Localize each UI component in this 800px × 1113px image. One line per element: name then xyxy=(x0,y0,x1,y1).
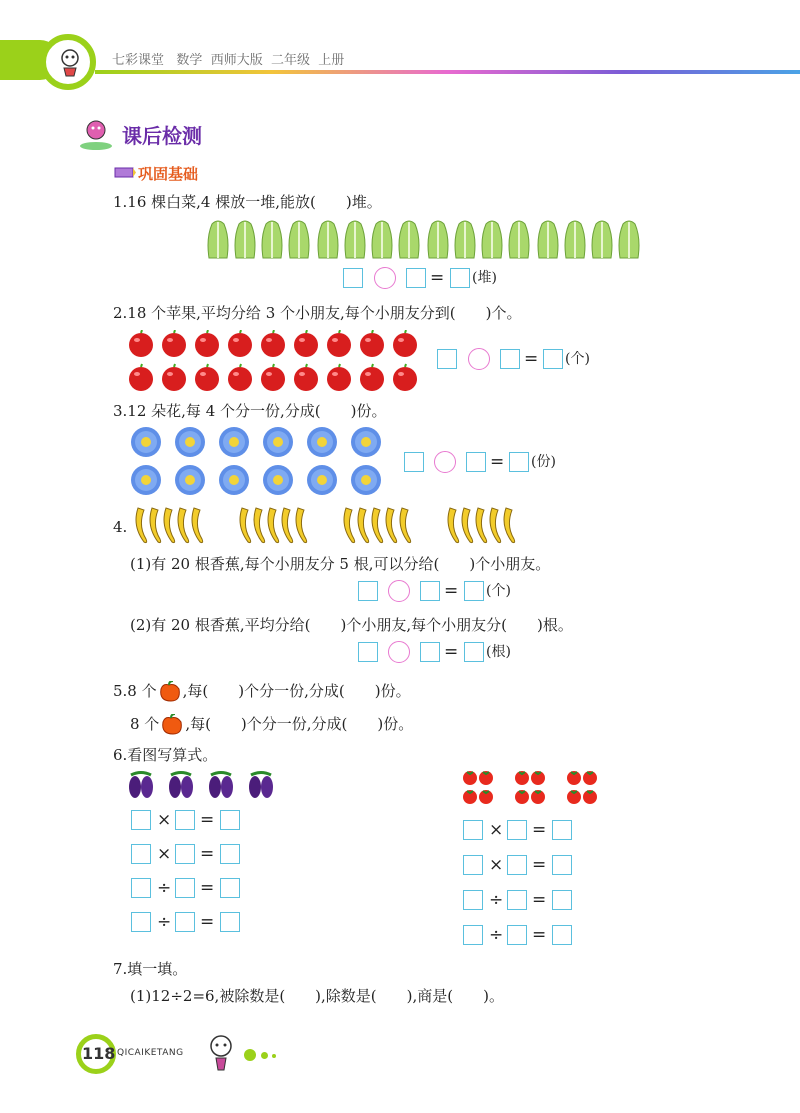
section-subtitle: 巩固基础 xyxy=(138,165,199,183)
question-5-line-2 xyxy=(130,713,413,736)
operator-circle[interactable] xyxy=(388,580,410,602)
equals-sign: = xyxy=(200,878,215,898)
answer-box[interactable] xyxy=(466,452,486,472)
operator-circle[interactable] xyxy=(468,348,490,370)
times-sign: × xyxy=(489,855,504,875)
answer-box[interactable] xyxy=(463,855,483,875)
answer-box[interactable] xyxy=(552,855,572,875)
answer-box[interactable] xyxy=(175,878,195,898)
unit-label: (个) xyxy=(486,583,511,599)
answer-box[interactable] xyxy=(131,912,151,932)
equals-sign: = xyxy=(200,912,215,932)
answer-box[interactable] xyxy=(507,890,527,910)
equals-sign: = xyxy=(532,925,547,945)
operator-circle[interactable] xyxy=(388,641,410,663)
q5-line1-prefix: 5.8 个 xyxy=(113,682,157,700)
answer-box[interactable] xyxy=(131,878,151,898)
divide-sign: ÷ xyxy=(489,925,504,945)
q5-line2-suffix: ,每( )个分一份,分成( )份。 xyxy=(185,715,414,733)
q5-line2-prefix: 8 个 xyxy=(130,715,160,733)
answer-box[interactable] xyxy=(220,878,240,898)
footer-dot-small xyxy=(272,1054,276,1058)
answer-box[interactable] xyxy=(220,912,240,932)
answer-box[interactable] xyxy=(507,820,527,840)
divide-sign: ÷ xyxy=(157,878,172,898)
footer-mascot-icon xyxy=(203,1032,239,1074)
answer-box[interactable] xyxy=(463,890,483,910)
apple-grid xyxy=(128,330,420,398)
footer-dot-medium xyxy=(261,1052,268,1059)
question-6: 6.看图写算式。 xyxy=(113,746,218,764)
answer-box[interactable] xyxy=(552,890,572,910)
answer-box[interactable] xyxy=(220,844,240,864)
eggplant-row xyxy=(128,770,278,804)
answer-box[interactable] xyxy=(500,349,520,369)
equals-sign: = xyxy=(532,890,547,910)
question-5-line-1 xyxy=(113,680,411,703)
times-sign: × xyxy=(157,810,172,830)
times-sign: × xyxy=(157,844,172,864)
footer-brand: QICAIKETANG xyxy=(117,1048,184,1058)
answer-box[interactable] xyxy=(175,810,195,830)
answer-box[interactable] xyxy=(358,642,378,662)
answer-box[interactable] xyxy=(507,925,527,945)
answer-box[interactable] xyxy=(464,581,484,601)
question-1: 1.16 棵白菜,4 棵放一堆,能放( )堆。 xyxy=(113,193,382,211)
subject-name: 数学 xyxy=(176,53,203,68)
equals-sign: = xyxy=(444,642,459,662)
answer-box[interactable] xyxy=(358,581,378,601)
footer-dot-large xyxy=(244,1049,256,1061)
unit-label: (份) xyxy=(531,454,556,470)
answer-box[interactable] xyxy=(420,642,440,662)
answer-box[interactable] xyxy=(552,925,572,945)
question-4-part-2: (2)有 20 根香蕉,平均分给( )个小朋友,每个小朋友分( )根。 xyxy=(130,616,573,634)
section-title: 课后检测 xyxy=(122,124,202,148)
answer-box[interactable] xyxy=(437,349,457,369)
equals-sign: = xyxy=(490,452,505,472)
answer-box[interactable] xyxy=(220,810,240,830)
equals-sign: = xyxy=(524,349,539,369)
answer-box[interactable] xyxy=(343,268,363,288)
unit-label: (堆) xyxy=(472,270,497,286)
question-3: 3.12 朵花,每 4 个分一份,分成( )份。 xyxy=(113,402,387,420)
question-4-number: 4. xyxy=(113,518,128,536)
pepper-icon xyxy=(159,714,185,736)
header-rainbow-line xyxy=(95,70,800,74)
pencil-icon xyxy=(114,164,136,180)
answer-box[interactable] xyxy=(175,844,195,864)
answer-box[interactable] xyxy=(131,810,151,830)
answer-box[interactable] xyxy=(507,855,527,875)
equals-sign: = xyxy=(200,844,215,864)
q5-line1-suffix: ,每( )个分一份,分成( )份。 xyxy=(182,682,411,700)
answer-box[interactable] xyxy=(404,452,424,472)
answer-box[interactable] xyxy=(509,452,529,472)
answer-box[interactable] xyxy=(463,925,483,945)
answer-box[interactable] xyxy=(463,820,483,840)
equals-sign: = xyxy=(430,268,445,288)
section-mascot-icon xyxy=(76,116,116,152)
question-4-part-1: (1)有 20 根香蕉,每个小朋友分 5 根,可以分给( )个小朋友。 xyxy=(130,555,551,573)
series-name: 七彩课堂 xyxy=(112,53,165,68)
question-7-part-1: (1)12÷2=6,被除数是( ),除数是( ),商是( )。 xyxy=(130,987,504,1005)
answer-box[interactable] xyxy=(420,581,440,601)
unit-label: (个) xyxy=(565,351,590,367)
equals-sign: = xyxy=(532,855,547,875)
equals-sign: = xyxy=(444,581,459,601)
tomato-groups xyxy=(460,770,610,814)
operator-circle[interactable] xyxy=(374,267,396,289)
edition-name: 西师大版 xyxy=(210,53,263,68)
times-sign: × xyxy=(489,820,504,840)
header-bar xyxy=(0,40,800,80)
answer-box[interactable] xyxy=(543,349,563,369)
question-2: 2.18 个苹果,平均分给 3 个小朋友,每个小朋友分到( )个。 xyxy=(113,304,522,322)
answer-box[interactable] xyxy=(175,912,195,932)
unit-label: (根) xyxy=(486,644,511,660)
answer-box[interactable] xyxy=(464,642,484,662)
pepper-icon xyxy=(157,681,183,703)
answer-box[interactable] xyxy=(131,844,151,864)
cabbage-row xyxy=(206,218,646,262)
grade-name: 二年级 xyxy=(270,53,310,68)
answer-box[interactable] xyxy=(406,268,426,288)
header-title xyxy=(112,49,344,68)
answer-box[interactable] xyxy=(552,820,572,840)
page-number: 118 xyxy=(82,1044,116,1063)
banana-groups xyxy=(130,506,530,550)
mascot-icon xyxy=(52,44,88,80)
equals-sign: = xyxy=(200,810,215,830)
volume-name: 上册 xyxy=(318,53,345,68)
answer-box[interactable] xyxy=(450,268,470,288)
operator-circle[interactable] xyxy=(434,451,456,473)
equals-sign: = xyxy=(532,820,547,840)
divide-sign: ÷ xyxy=(489,890,504,910)
question-7: 7.填一填。 xyxy=(113,960,188,978)
flower-grid xyxy=(128,426,388,502)
divide-sign: ÷ xyxy=(157,912,172,932)
